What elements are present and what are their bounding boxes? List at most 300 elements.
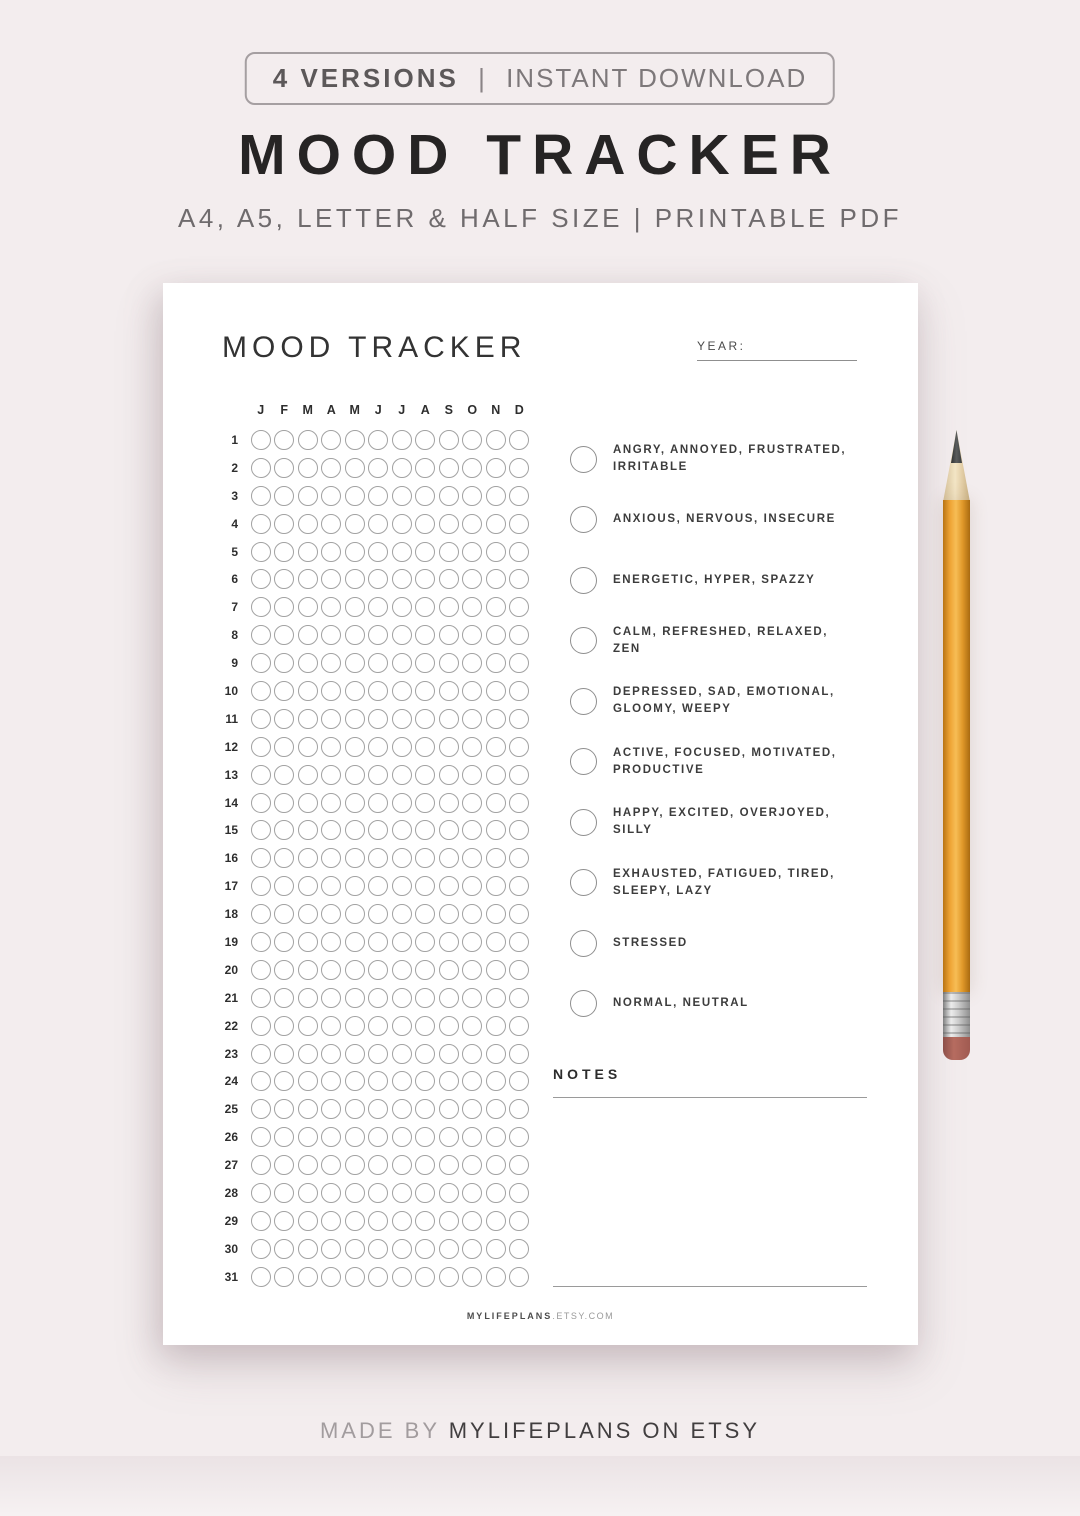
mood-grid-circle[interactable] (415, 848, 435, 868)
mood-grid-circle[interactable] (321, 737, 341, 757)
mood-grid-circle[interactable] (509, 458, 529, 478)
mood-grid-circle[interactable] (298, 709, 318, 729)
mood-grid-circle[interactable] (462, 1239, 482, 1259)
mood-grid-circle[interactable] (392, 1071, 412, 1091)
mood-grid-circle[interactable] (509, 848, 529, 868)
mood-grid-circle[interactable] (251, 1044, 271, 1064)
mood-grid-circle[interactable] (321, 904, 341, 924)
legend-circle[interactable] (570, 930, 597, 957)
legend-circle[interactable] (570, 446, 597, 473)
mood-grid-circle[interactable] (368, 653, 388, 673)
mood-grid-circle[interactable] (415, 569, 435, 589)
mood-grid-circle[interactable] (439, 1183, 459, 1203)
mood-grid-circle[interactable] (462, 597, 482, 617)
mood-grid-circle[interactable] (439, 625, 459, 645)
mood-grid-circle[interactable] (321, 820, 341, 840)
mood-grid-circle[interactable] (462, 876, 482, 896)
mood-grid-circle[interactable] (392, 1016, 412, 1036)
mood-grid-circle[interactable] (368, 737, 388, 757)
mood-grid-circle[interactable] (345, 960, 365, 980)
mood-grid-circle[interactable] (368, 1239, 388, 1259)
legend-circle[interactable] (570, 990, 597, 1017)
mood-grid-circle[interactable] (462, 737, 482, 757)
mood-grid-circle[interactable] (462, 430, 482, 450)
mood-grid-circle[interactable] (298, 514, 318, 534)
mood-grid-circle[interactable] (368, 848, 388, 868)
mood-grid-circle[interactable] (251, 876, 271, 896)
mood-grid-circle[interactable] (274, 848, 294, 868)
mood-grid-circle[interactable] (321, 542, 341, 562)
mood-grid-circle[interactable] (392, 1183, 412, 1203)
mood-grid-circle[interactable] (415, 653, 435, 673)
mood-grid-circle[interactable] (368, 514, 388, 534)
mood-grid-circle[interactable] (509, 597, 529, 617)
mood-grid-circle[interactable] (298, 737, 318, 757)
mood-grid-circle[interactable] (298, 597, 318, 617)
mood-grid-circle[interactable] (415, 1183, 435, 1203)
mood-grid-circle[interactable] (462, 1044, 482, 1064)
mood-grid-circle[interactable] (274, 542, 294, 562)
mood-grid-circle[interactable] (486, 876, 506, 896)
mood-grid-circle[interactable] (345, 514, 365, 534)
mood-grid-circle[interactable] (298, 1016, 318, 1036)
mood-grid-circle[interactable] (439, 681, 459, 701)
mood-grid-circle[interactable] (251, 486, 271, 506)
mood-grid-circle[interactable] (251, 765, 271, 785)
mood-grid-circle[interactable] (392, 904, 412, 924)
mood-grid-circle[interactable] (298, 1099, 318, 1119)
mood-grid-circle[interactable] (298, 1127, 318, 1147)
mood-grid-circle[interactable] (462, 486, 482, 506)
mood-grid-circle[interactable] (298, 625, 318, 645)
mood-grid-circle[interactable] (274, 1099, 294, 1119)
mood-grid-circle[interactable] (509, 737, 529, 757)
legend-circle[interactable] (570, 869, 597, 896)
mood-grid-circle[interactable] (509, 709, 529, 729)
mood-grid-circle[interactable] (368, 458, 388, 478)
mood-grid-circle[interactable] (392, 820, 412, 840)
mood-grid-circle[interactable] (415, 932, 435, 952)
mood-grid-circle[interactable] (345, 1016, 365, 1036)
legend-circle[interactable] (570, 809, 597, 836)
mood-grid-circle[interactable] (274, 876, 294, 896)
mood-grid-circle[interactable] (345, 1155, 365, 1175)
mood-grid-circle[interactable] (298, 1239, 318, 1259)
mood-grid-circle[interactable] (439, 1044, 459, 1064)
mood-grid-circle[interactable] (345, 737, 365, 757)
mood-grid-circle[interactable] (298, 681, 318, 701)
mood-grid-circle[interactable] (439, 514, 459, 534)
mood-grid-circle[interactable] (321, 458, 341, 478)
mood-grid-circle[interactable] (392, 514, 412, 534)
mood-grid-circle[interactable] (298, 960, 318, 980)
mood-grid-circle[interactable] (298, 1267, 318, 1287)
mood-grid-circle[interactable] (415, 542, 435, 562)
mood-grid-circle[interactable] (439, 988, 459, 1008)
mood-grid-circle[interactable] (462, 1155, 482, 1175)
mood-grid-circle[interactable] (368, 960, 388, 980)
mood-grid-circle[interactable] (439, 876, 459, 896)
mood-grid-circle[interactable] (321, 681, 341, 701)
legend-circle[interactable] (570, 627, 597, 654)
mood-grid-circle[interactable] (415, 458, 435, 478)
mood-grid-circle[interactable] (439, 1016, 459, 1036)
mood-grid-circle[interactable] (321, 1016, 341, 1036)
mood-grid-circle[interactable] (486, 932, 506, 952)
mood-grid-circle[interactable] (415, 625, 435, 645)
mood-grid-circle[interactable] (439, 848, 459, 868)
mood-grid-circle[interactable] (439, 820, 459, 840)
mood-grid-circle[interactable] (368, 1267, 388, 1287)
mood-grid-circle[interactable] (462, 681, 482, 701)
mood-grid-circle[interactable] (298, 848, 318, 868)
mood-grid-circle[interactable] (321, 1071, 341, 1091)
mood-grid-circle[interactable] (415, 430, 435, 450)
mood-grid-circle[interactable] (486, 542, 506, 562)
mood-grid-circle[interactable] (486, 653, 506, 673)
mood-grid-circle[interactable] (274, 820, 294, 840)
mood-grid-circle[interactable] (415, 514, 435, 534)
mood-grid-circle[interactable] (392, 625, 412, 645)
mood-grid-circle[interactable] (368, 430, 388, 450)
mood-grid-circle[interactable] (298, 876, 318, 896)
notes-line[interactable] (553, 1286, 867, 1287)
mood-grid-circle[interactable] (251, 932, 271, 952)
mood-grid-circle[interactable] (345, 793, 365, 813)
mood-grid-circle[interactable] (251, 904, 271, 924)
mood-grid-circle[interactable] (486, 1044, 506, 1064)
legend-circle[interactable] (570, 506, 597, 533)
mood-grid-circle[interactable] (274, 486, 294, 506)
mood-grid-circle[interactable] (392, 737, 412, 757)
mood-grid-circle[interactable] (392, 960, 412, 980)
mood-grid-circle[interactable] (368, 681, 388, 701)
mood-grid-circle[interactable] (509, 876, 529, 896)
mood-grid-circle[interactable] (439, 542, 459, 562)
mood-grid-circle[interactable] (345, 904, 365, 924)
mood-grid-circle[interactable] (415, 1016, 435, 1036)
mood-grid-circle[interactable] (274, 960, 294, 980)
mood-grid-circle[interactable] (321, 597, 341, 617)
mood-grid-circle[interactable] (509, 765, 529, 785)
mood-grid-circle[interactable] (251, 681, 271, 701)
mood-grid-circle[interactable] (392, 1267, 412, 1287)
mood-grid-circle[interactable] (439, 1071, 459, 1091)
mood-grid-circle[interactable] (486, 988, 506, 1008)
mood-grid-circle[interactable] (439, 597, 459, 617)
mood-grid-circle[interactable] (462, 625, 482, 645)
mood-grid-circle[interactable] (298, 486, 318, 506)
mood-grid-circle[interactable] (392, 486, 412, 506)
mood-grid-circle[interactable] (509, 514, 529, 534)
mood-grid-circle[interactable] (509, 542, 529, 562)
mood-grid-circle[interactable] (415, 1099, 435, 1119)
mood-grid-circle[interactable] (415, 876, 435, 896)
mood-grid-circle[interactable] (486, 514, 506, 534)
mood-grid-circle[interactable] (274, 988, 294, 1008)
mood-grid-circle[interactable] (392, 876, 412, 896)
mood-grid-circle[interactable] (462, 1016, 482, 1036)
mood-grid-circle[interactable] (321, 430, 341, 450)
mood-grid-circle[interactable] (345, 597, 365, 617)
mood-grid-circle[interactable] (509, 430, 529, 450)
mood-grid-circle[interactable] (462, 765, 482, 785)
mood-grid-circle[interactable] (509, 932, 529, 952)
mood-grid-circle[interactable] (298, 1183, 318, 1203)
mood-grid-circle[interactable] (509, 1183, 529, 1203)
mood-grid-circle[interactable] (509, 569, 529, 589)
mood-grid-circle[interactable] (345, 681, 365, 701)
mood-grid-circle[interactable] (274, 625, 294, 645)
mood-grid-circle[interactable] (274, 904, 294, 924)
mood-grid-circle[interactable] (274, 1239, 294, 1259)
mood-grid-circle[interactable] (251, 597, 271, 617)
mood-grid-circle[interactable] (486, 1127, 506, 1147)
mood-grid-circle[interactable] (251, 542, 271, 562)
mood-grid-circle[interactable] (251, 1099, 271, 1119)
mood-grid-circle[interactable] (462, 820, 482, 840)
mood-grid-circle[interactable] (486, 597, 506, 617)
mood-grid-circle[interactable] (392, 765, 412, 785)
mood-grid-circle[interactable] (415, 709, 435, 729)
mood-grid-circle[interactable] (368, 709, 388, 729)
mood-grid-circle[interactable] (486, 848, 506, 868)
mood-grid-circle[interactable] (392, 1239, 412, 1259)
mood-grid-circle[interactable] (345, 1099, 365, 1119)
mood-grid-circle[interactable] (274, 1155, 294, 1175)
mood-grid-circle[interactable] (298, 932, 318, 952)
mood-grid-circle[interactable] (392, 597, 412, 617)
mood-grid-circle[interactable] (298, 1211, 318, 1231)
mood-grid-circle[interactable] (321, 625, 341, 645)
mood-grid-circle[interactable] (415, 960, 435, 980)
mood-grid-circle[interactable] (274, 458, 294, 478)
mood-grid-circle[interactable] (345, 458, 365, 478)
mood-grid-circle[interactable] (321, 765, 341, 785)
mood-grid-circle[interactable] (486, 430, 506, 450)
mood-grid-circle[interactable] (368, 1099, 388, 1119)
mood-grid-circle[interactable] (439, 458, 459, 478)
mood-grid-circle[interactable] (415, 1071, 435, 1091)
mood-grid-circle[interactable] (368, 1155, 388, 1175)
mood-grid-circle[interactable] (321, 932, 341, 952)
mood-grid-circle[interactable] (486, 1267, 506, 1287)
mood-grid-circle[interactable] (368, 932, 388, 952)
mood-grid-circle[interactable] (462, 1183, 482, 1203)
mood-grid-circle[interactable] (368, 597, 388, 617)
mood-grid-circle[interactable] (509, 1267, 529, 1287)
mood-grid-circle[interactable] (392, 1211, 412, 1231)
mood-grid-circle[interactable] (486, 569, 506, 589)
mood-grid-circle[interactable] (415, 681, 435, 701)
mood-grid-circle[interactable] (251, 1071, 271, 1091)
mood-grid-circle[interactable] (486, 820, 506, 840)
mood-grid-circle[interactable] (462, 458, 482, 478)
mood-grid-circle[interactable] (509, 960, 529, 980)
mood-grid-circle[interactable] (486, 625, 506, 645)
mood-grid-circle[interactable] (368, 1016, 388, 1036)
mood-grid-circle[interactable] (486, 1239, 506, 1259)
mood-grid-circle[interactable] (486, 765, 506, 785)
mood-grid-circle[interactable] (392, 1099, 412, 1119)
mood-grid-circle[interactable] (439, 765, 459, 785)
mood-grid-circle[interactable] (462, 1267, 482, 1287)
mood-grid-circle[interactable] (415, 737, 435, 757)
mood-grid-circle[interactable] (415, 765, 435, 785)
mood-grid-circle[interactable] (392, 681, 412, 701)
mood-grid-circle[interactable] (392, 988, 412, 1008)
mood-grid-circle[interactable] (392, 542, 412, 562)
mood-grid-circle[interactable] (509, 793, 529, 813)
mood-grid-circle[interactable] (345, 848, 365, 868)
mood-grid-circle[interactable] (392, 1044, 412, 1064)
mood-grid-circle[interactable] (415, 597, 435, 617)
mood-grid-circle[interactable] (462, 514, 482, 534)
mood-grid-circle[interactable] (274, 1211, 294, 1231)
mood-grid-circle[interactable] (321, 1044, 341, 1064)
mood-grid-circle[interactable] (509, 988, 529, 1008)
mood-grid-circle[interactable] (251, 1267, 271, 1287)
mood-grid-circle[interactable] (368, 569, 388, 589)
mood-grid-circle[interactable] (345, 542, 365, 562)
mood-grid-circle[interactable] (439, 1099, 459, 1119)
mood-grid-circle[interactable] (274, 1183, 294, 1203)
mood-grid-circle[interactable] (345, 569, 365, 589)
mood-grid-circle[interactable] (321, 793, 341, 813)
mood-grid-circle[interactable] (509, 904, 529, 924)
mood-grid-circle[interactable] (298, 430, 318, 450)
mood-grid-circle[interactable] (251, 1127, 271, 1147)
mood-grid-circle[interactable] (251, 514, 271, 534)
mood-grid-circle[interactable] (415, 1239, 435, 1259)
mood-grid-circle[interactable] (392, 653, 412, 673)
mood-grid-circle[interactable] (274, 709, 294, 729)
mood-grid-circle[interactable] (251, 960, 271, 980)
mood-grid-circle[interactable] (274, 793, 294, 813)
mood-grid-circle[interactable] (439, 793, 459, 813)
mood-grid-circle[interactable] (345, 1211, 365, 1231)
mood-grid-circle[interactable] (462, 1099, 482, 1119)
mood-grid-circle[interactable] (345, 820, 365, 840)
mood-grid-circle[interactable] (439, 486, 459, 506)
mood-grid-circle[interactable] (439, 1155, 459, 1175)
mood-grid-circle[interactable] (321, 1127, 341, 1147)
mood-grid-circle[interactable] (486, 486, 506, 506)
mood-grid-circle[interactable] (415, 988, 435, 1008)
mood-grid-circle[interactable] (415, 820, 435, 840)
year-field[interactable] (697, 339, 857, 361)
mood-grid-circle[interactable] (486, 1183, 506, 1203)
mood-grid-circle[interactable] (251, 793, 271, 813)
mood-grid-circle[interactable] (462, 848, 482, 868)
mood-grid-circle[interactable] (415, 1155, 435, 1175)
mood-grid-circle[interactable] (368, 542, 388, 562)
mood-grid-circle[interactable] (392, 569, 412, 589)
mood-grid-circle[interactable] (462, 542, 482, 562)
mood-grid-circle[interactable] (439, 1127, 459, 1147)
mood-grid-circle[interactable] (368, 793, 388, 813)
mood-grid-circle[interactable] (345, 876, 365, 896)
mood-grid-circle[interactable] (321, 848, 341, 868)
mood-grid-circle[interactable] (392, 430, 412, 450)
mood-grid-circle[interactable] (321, 1183, 341, 1203)
mood-grid-circle[interactable] (298, 904, 318, 924)
mood-grid-circle[interactable] (439, 430, 459, 450)
mood-grid-circle[interactable] (439, 932, 459, 952)
mood-grid-circle[interactable] (509, 820, 529, 840)
mood-grid-circle[interactable] (462, 1071, 482, 1091)
mood-grid-circle[interactable] (486, 1155, 506, 1175)
mood-grid-circle[interactable] (368, 820, 388, 840)
mood-grid-circle[interactable] (415, 904, 435, 924)
mood-grid-circle[interactable] (345, 988, 365, 1008)
mood-grid-circle[interactable] (368, 904, 388, 924)
mood-grid-circle[interactable] (251, 569, 271, 589)
mood-grid-circle[interactable] (368, 486, 388, 506)
mood-grid-circle[interactable] (321, 876, 341, 896)
mood-grid-circle[interactable] (462, 960, 482, 980)
mood-grid-circle[interactable] (486, 1071, 506, 1091)
mood-grid-circle[interactable] (486, 737, 506, 757)
legend-circle[interactable] (570, 748, 597, 775)
mood-grid-circle[interactable] (251, 1183, 271, 1203)
mood-grid-circle[interactable] (392, 848, 412, 868)
mood-grid-circle[interactable] (298, 1044, 318, 1064)
mood-grid-circle[interactable] (251, 458, 271, 478)
mood-grid-circle[interactable] (251, 653, 271, 673)
mood-grid-circle[interactable] (321, 514, 341, 534)
mood-grid-circle[interactable] (298, 765, 318, 785)
mood-grid-circle[interactable] (462, 1127, 482, 1147)
mood-grid-circle[interactable] (368, 1211, 388, 1231)
mood-grid-circle[interactable] (321, 569, 341, 589)
mood-grid-circle[interactable] (486, 1211, 506, 1231)
legend-circle[interactable] (570, 688, 597, 715)
mood-grid-circle[interactable] (251, 988, 271, 1008)
mood-grid-circle[interactable] (392, 709, 412, 729)
mood-grid-circle[interactable] (486, 681, 506, 701)
mood-grid-circle[interactable] (368, 1183, 388, 1203)
mood-grid-circle[interactable] (321, 1155, 341, 1175)
mood-grid-circle[interactable] (509, 1099, 529, 1119)
mood-grid-circle[interactable] (298, 569, 318, 589)
mood-grid-circle[interactable] (251, 820, 271, 840)
mood-grid-circle[interactable] (415, 1211, 435, 1231)
mood-grid-circle[interactable] (298, 820, 318, 840)
mood-grid-circle[interactable] (251, 625, 271, 645)
mood-grid-circle[interactable] (486, 458, 506, 478)
mood-grid-circle[interactable] (274, 932, 294, 952)
notes-line[interactable] (553, 1097, 867, 1098)
mood-grid-circle[interactable] (251, 1155, 271, 1175)
mood-grid-circle[interactable] (392, 458, 412, 478)
mood-grid-circle[interactable] (321, 1099, 341, 1119)
mood-grid-circle[interactable] (439, 1211, 459, 1231)
mood-grid-circle[interactable] (509, 1239, 529, 1259)
mood-grid-circle[interactable] (462, 793, 482, 813)
mood-grid-circle[interactable] (298, 1071, 318, 1091)
mood-grid-circle[interactable] (345, 1044, 365, 1064)
mood-grid-circle[interactable] (368, 988, 388, 1008)
mood-grid-circle[interactable] (486, 960, 506, 980)
mood-grid-circle[interactable] (274, 1267, 294, 1287)
mood-grid-circle[interactable] (298, 458, 318, 478)
mood-grid-circle[interactable] (368, 1071, 388, 1091)
mood-grid-circle[interactable] (345, 1239, 365, 1259)
mood-grid-circle[interactable] (274, 765, 294, 785)
mood-grid-circle[interactable] (298, 542, 318, 562)
mood-grid-circle[interactable] (251, 430, 271, 450)
